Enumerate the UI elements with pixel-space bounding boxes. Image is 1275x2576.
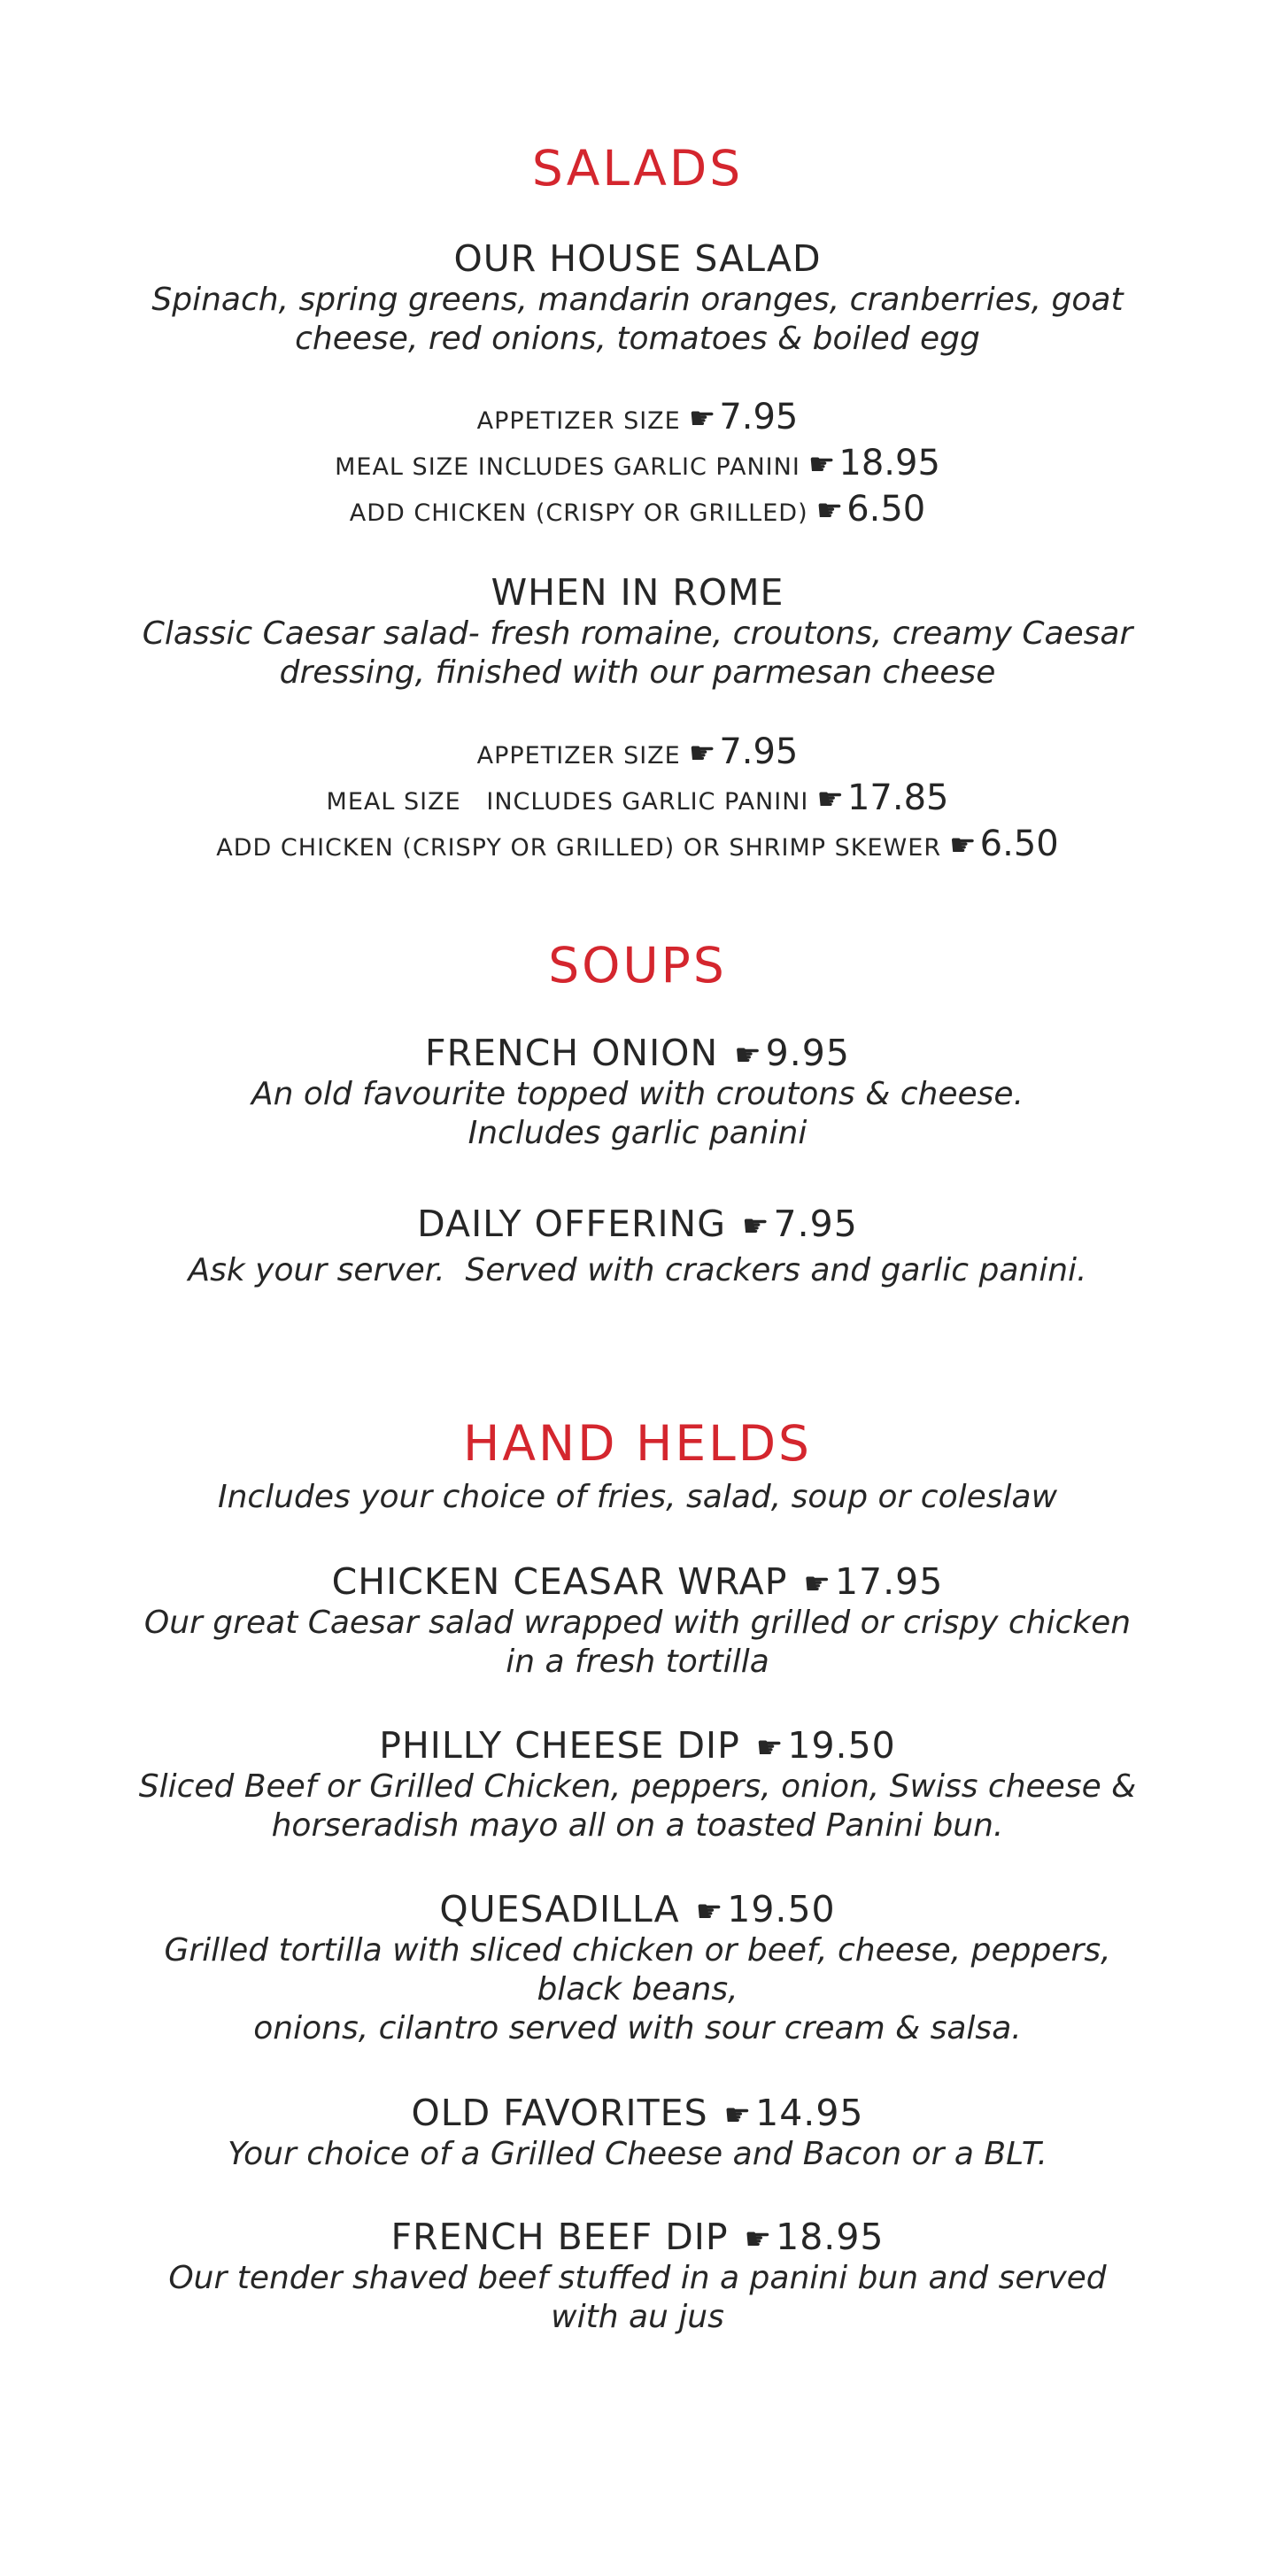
item-desc: onions, cilantro served with sour cream & salsa. (253, 2010, 1022, 2046)
french-onion-desc-2: Includes garlic panini (468, 1115, 808, 1152)
pointing-hand-icon: ☛ (949, 828, 977, 863)
french-onion-name-line (0, 1032, 1275, 1075)
price-label: MEAL SIZE INCLUDES GARLIC PANINI (326, 788, 809, 816)
price-line (0, 729, 1275, 775)
when-in-rome-desc-2: dressing, finished with our parmesan cheese (279, 654, 996, 692)
daily-offering-price: 7.95 (773, 1203, 858, 1245)
price-line (0, 775, 1275, 821)
pointing-hand-icon: ☛ (816, 782, 844, 817)
when-in-rome-item (0, 571, 1275, 692)
item-name: CHICKEN CEASAR WRAP (331, 1560, 788, 1603)
item-price: 19.50 (727, 1888, 836, 1930)
price-value: 6.50 (979, 824, 1059, 864)
price-line (0, 394, 1275, 440)
pointing-hand-icon: ☛ (688, 401, 716, 437)
pointing-hand-icon: ☛ (755, 1730, 784, 1766)
price-value: 17.85 (846, 777, 949, 818)
item-name: FRENCH BEEF DIP (390, 2216, 729, 2258)
daily-offering-name: DAILY OFFERING (417, 1203, 726, 1245)
price-value: 7.95 (719, 731, 799, 772)
house-salad-item (0, 237, 1275, 359)
item-desc: Sliced Beef or Grilled Chicken, peppers, onion, Swiss cheese & (138, 1768, 1137, 1806)
item-name-line (0, 2092, 1275, 2135)
menu-item (0, 1724, 1275, 1845)
item-name-line (0, 2216, 1275, 2259)
house-salad-name: OUR HOUSE SALAD (453, 237, 822, 280)
price-label: APPETIZER SIZE (476, 407, 681, 435)
item-name: OLD FAVORITES (411, 2092, 708, 2134)
french-onion-item (0, 1032, 1275, 1153)
item-desc: Your choice of a Grilled Cheese and Bacon or a BLT. (228, 2136, 1047, 2173)
handhelds-subtitle: Includes your choice of fries, salad, soup or coleslaw (217, 1478, 1058, 1515)
item-name: PHILLY CHEESE DIP (379, 1724, 740, 1767)
house-salad-prices (0, 394, 1275, 532)
item-desc: with au jus (551, 2299, 724, 2336)
price-value: 6.50 (846, 489, 926, 530)
daily-offering-name-line (0, 1203, 1275, 1246)
price-line (0, 821, 1275, 867)
item-desc: Our tender shaved beef stuffed in a panini bun and served (168, 2260, 1107, 2297)
house-salad-desc-2: cheese, red onions, tomatoes & boiled egg (295, 321, 980, 358)
price-line (0, 486, 1275, 532)
daily-offering-desc: Ask your server. Served with crackers and garlic panini. (188, 1252, 1087, 1289)
pointing-hand-icon: ☛ (808, 447, 836, 483)
item-price: 17.95 (834, 1560, 944, 1603)
item-desc: Our great Caesar salad wrapped with grilled or crispy chicken (143, 1605, 1132, 1642)
pointing-hand-icon: ☛ (695, 1894, 724, 1930)
item-desc: in a fresh tortilla (506, 1644, 769, 1681)
when-in-rome-name: WHEN IN ROME (491, 571, 784, 614)
pointing-hand-icon: ☛ (815, 493, 844, 529)
pointing-hand-icon: ☛ (688, 736, 716, 771)
price-label: MEAL SIZE INCLUDES GARLIC PANINI (335, 453, 800, 481)
price-line (0, 440, 1275, 486)
price-label: ADD CHICKEN (CRISPY OR GRILLED) (349, 499, 808, 527)
french-onion-desc-1: An old favourite topped with croutons & cheese. (251, 1076, 1024, 1113)
item-name-line (0, 1888, 1275, 1931)
menu-item (0, 1888, 1275, 2048)
pointing-hand-icon: ☛ (803, 1566, 831, 1602)
soups-section (0, 939, 1275, 993)
when-in-rome-desc-1: Classic Caesar salad- fresh romaine, croutons, creamy Caesar (142, 615, 1133, 653)
pointing-hand-icon: ☛ (742, 1209, 770, 1244)
item-desc: Grilled tortilla with sliced chicken or beef, cheese, peppers, (164, 1932, 1111, 1969)
salads-title: SALADS (531, 140, 744, 197)
french-onion-price: 9.95 (765, 1032, 850, 1074)
handhelds-section (0, 1417, 1275, 1516)
item-desc: horseradish mayo all on a toasted Panini bun. (271, 1807, 1004, 1845)
salads-section (0, 142, 1275, 196)
menu-item (0, 2216, 1275, 2337)
item-name-line (0, 1560, 1275, 1604)
price-label: APPETIZER SIZE (476, 742, 681, 770)
item-price: 19.50 (787, 1724, 896, 1767)
price-value: 18.95 (838, 443, 940, 483)
pointing-hand-icon: ☛ (744, 2222, 773, 2257)
item-name-line (0, 1724, 1275, 1768)
price-value: 7.95 (719, 397, 799, 437)
item-price: 14.95 (755, 2092, 864, 2134)
french-onion-name: FRENCH ONION (425, 1032, 719, 1074)
item-name: QUESADILLA (439, 1888, 680, 1930)
item-desc: black beans, (537, 1971, 738, 2008)
soups-title: SOUPS (548, 937, 727, 994)
daily-offering-item (0, 1203, 1275, 1290)
item-price: 18.95 (776, 2216, 885, 2258)
pointing-hand-icon: ☛ (723, 2098, 753, 2133)
handhelds-title: HAND HELDS (463, 1415, 812, 1472)
house-salad-desc-1: Spinach, spring greens, mandarin oranges, cranberries, goat (151, 282, 1124, 319)
price-label: ADD CHICKEN (CRISPY OR GRILLED) OR SHRIMP SKEWER (216, 834, 942, 862)
pointing-hand-icon: ☛ (734, 1038, 762, 1073)
menu-item (0, 1560, 1275, 1682)
when-in-rome-prices (0, 729, 1275, 867)
menu-item (0, 2092, 1275, 2174)
